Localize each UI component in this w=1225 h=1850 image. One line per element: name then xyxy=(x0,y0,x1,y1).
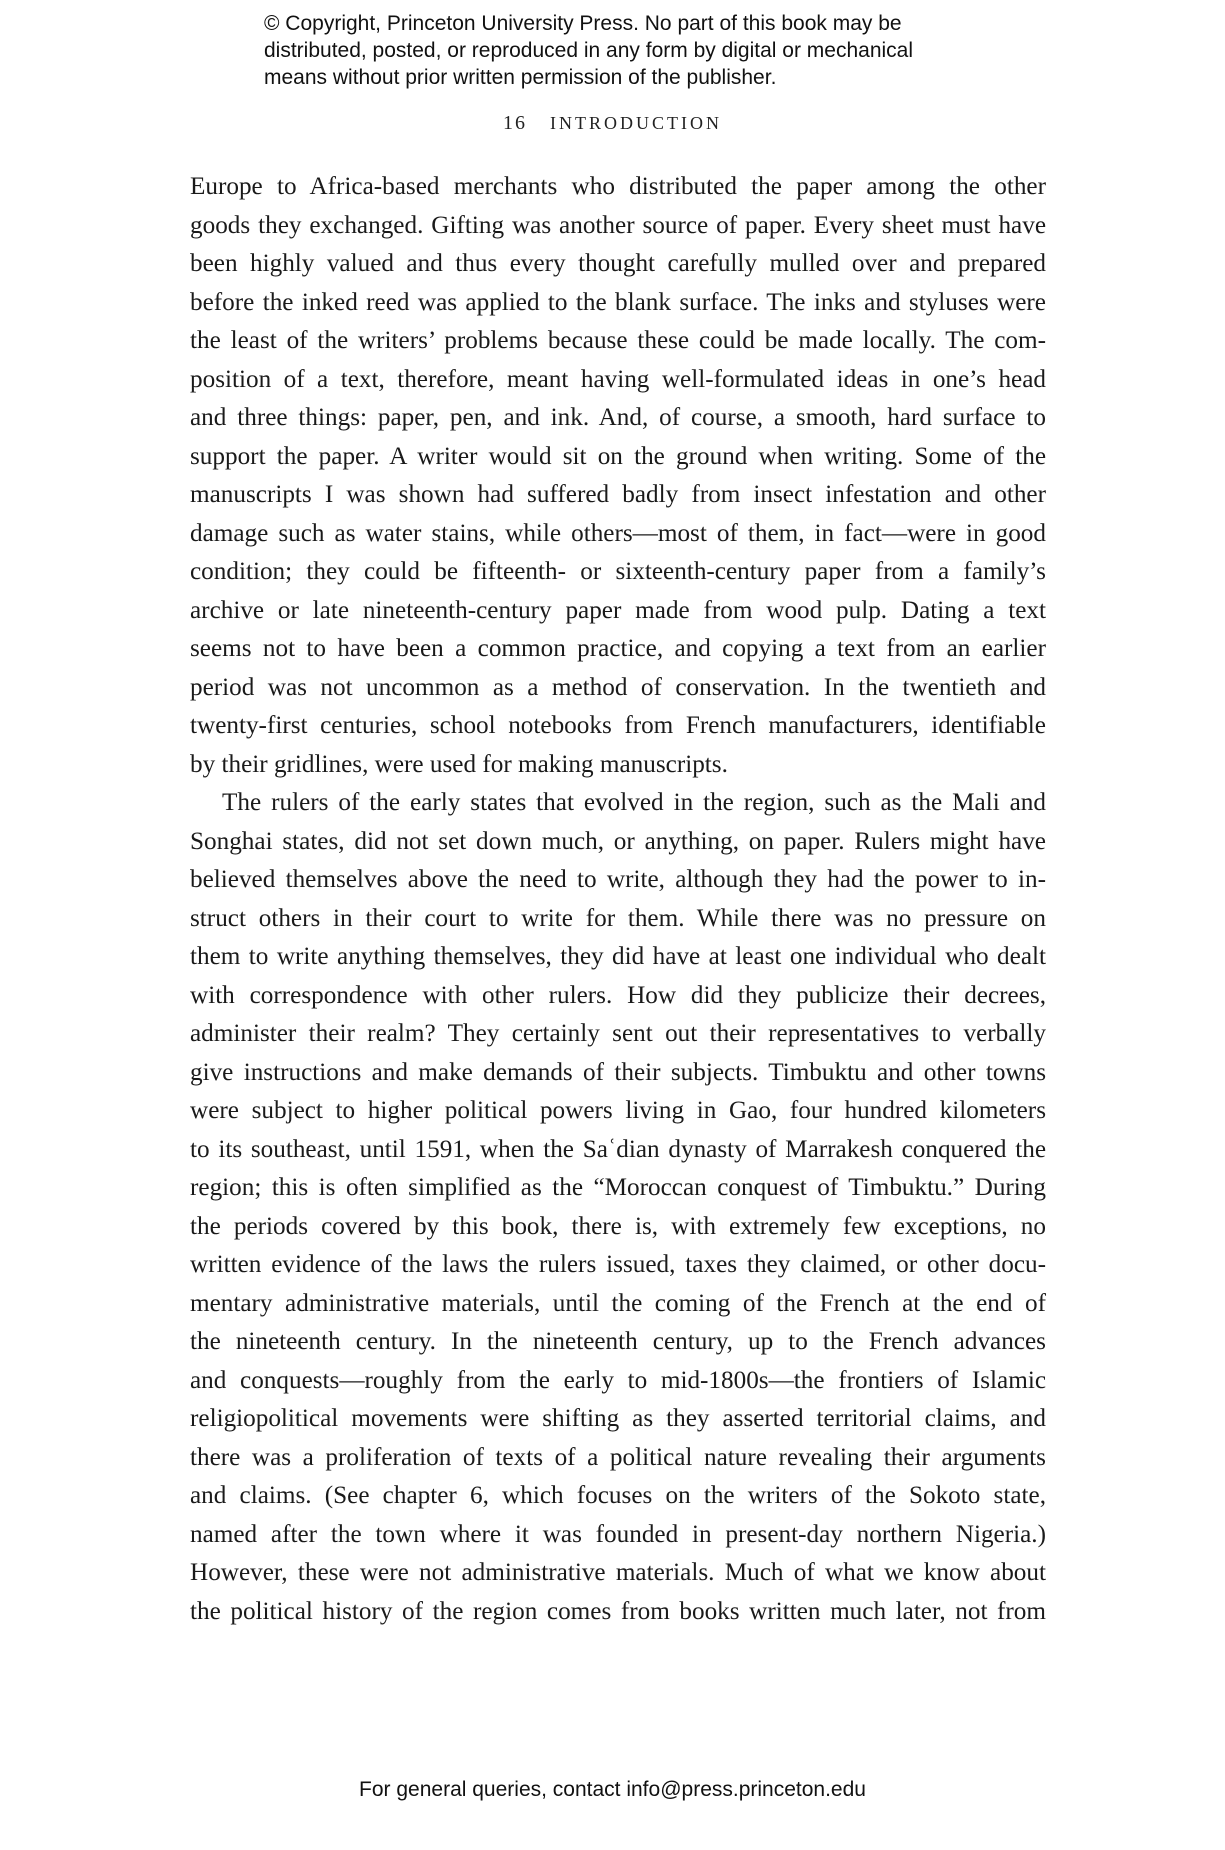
body-text xyxy=(190,168,1046,1631)
text-line: religiopolitical movements were shifting as they asserted territorial claims, and xyxy=(190,1405,1046,1432)
text-line: the least of the writers’ problems because these could be made locally. The com- xyxy=(190,327,1046,354)
text-line: with correspondence with other rulers. How did they publicize their decrees, xyxy=(190,981,1046,1009)
text-line: the nineteenth century. In the nineteenth century, up to the French advances xyxy=(190,1328,1046,1355)
text-line: struct others in their court to write for them. While there was no pressure on xyxy=(190,904,1046,932)
copyright-line: distributed, posted, or reproduced in any form by digital or mechanical xyxy=(264,39,914,62)
text-line: Europe to Africa-based merchants who distributed the paper among the other xyxy=(190,173,1046,200)
text-line: written evidence of the laws the rulers issued, taxes they claimed, or other docu- xyxy=(190,1251,1046,1278)
text-line: named after the town where it was founded in present-day northern Nigeria.) xyxy=(190,1520,1046,1548)
text-line: The rulers of the early states that evolved in the region, such as the Mali and xyxy=(222,789,1046,816)
text-line: the periods covered by this book, there is, with extremely few exceptions, no xyxy=(190,1212,1046,1240)
text-line: were subject to higher political powers living in Gao, four hundred kilometers xyxy=(190,1097,1046,1124)
text-line: and conquests—roughly from the early to mid-1800s—the frontiers of Islamic xyxy=(190,1366,1046,1394)
text-line: to its southeast, until 1591, when the Saʿdian dynasty of Marrakesh conquered the xyxy=(190,1135,1046,1163)
text-line: twenty-first centuries, school notebooks from French manufacturers, identifiable xyxy=(190,712,1046,739)
text-line: before the inked reed was applied to the blank surface. The inks and styluses were xyxy=(190,288,1046,316)
text-line: been highly valued and thus every thought carefully mulled over and prepared xyxy=(190,250,1046,277)
text-line: position of a text, therefore, meant having well-formulated ideas in one’s head xyxy=(190,365,1046,393)
text-line: archive or late nineteenth-century paper made from wood pulp. Dating a text xyxy=(190,596,1046,624)
text-line: mentary administrative materials, until the coming of the French at the end of xyxy=(190,1289,1046,1317)
text-line: give instructions and make demands of their subjects. Timbuktu and other towns xyxy=(190,1058,1046,1086)
running-head xyxy=(0,112,1225,135)
copyright-line: © Copyright, Princeton University Press. No part of this book may be xyxy=(264,12,902,35)
text-line: damage such as water stains, while others—most of them, in fact—were in good xyxy=(190,519,1046,547)
footer-contact: For general queries, contact info@press.princeton.edu xyxy=(359,1778,866,1801)
text-line: However, these were not administrative materials. Much of what we know about xyxy=(190,1559,1046,1586)
text-line: them to write anything themselves, they did have at least one individual who dealt xyxy=(190,943,1046,970)
text-line: Songhai states, did not set down much, or anything, on paper. Rulers might have xyxy=(190,827,1046,855)
text-line: and claims. (See chapter 6, which focuses on the writers of the Sokoto state, xyxy=(190,1482,1046,1509)
text-line: and three things: paper, pen, and ink. And, of course, a smooth, hard surface to xyxy=(190,404,1046,431)
text-line: region; this is often simplified as the “Moroccan conquest of Timbuktu.” During xyxy=(190,1174,1046,1201)
text-line: period was not uncommon as a method of conservation. In the twentieth and xyxy=(190,673,1046,701)
text-line: there was a proliferation of texts of a political nature revealing their arguments xyxy=(190,1443,1046,1471)
text-line: manuscripts I was shown had suffered badly from insect infestation and other xyxy=(190,481,1046,508)
copyright-line: means without prior written permission of the publisher. xyxy=(264,66,777,89)
page-number: 16 xyxy=(503,112,527,134)
copyright-notice xyxy=(264,10,984,91)
text-line: condition; they could be fifteenth- or sixteenth-century paper from a family’s xyxy=(190,558,1046,585)
text-line: seems not to have been a common practice, and copying a text from an earlier xyxy=(190,635,1046,662)
running-head-title: INTRODUCTION xyxy=(550,113,722,133)
text-line: goods they exchanged. Gifting was another source of paper. Every sheet must have xyxy=(190,211,1046,239)
text-line: believed themselves above the need to write, although they had the power to in- xyxy=(190,866,1046,893)
text-line: administer their realm? They certainly sent out their representatives to verbally xyxy=(190,1020,1046,1047)
text-line: support the paper. A writer would sit on the ground when writing. Some of the xyxy=(190,442,1046,470)
text-line: the political history of the region comes from books written much later, not from xyxy=(190,1597,1046,1625)
text-line: by their gridlines, were used for making manuscripts. xyxy=(190,750,728,778)
